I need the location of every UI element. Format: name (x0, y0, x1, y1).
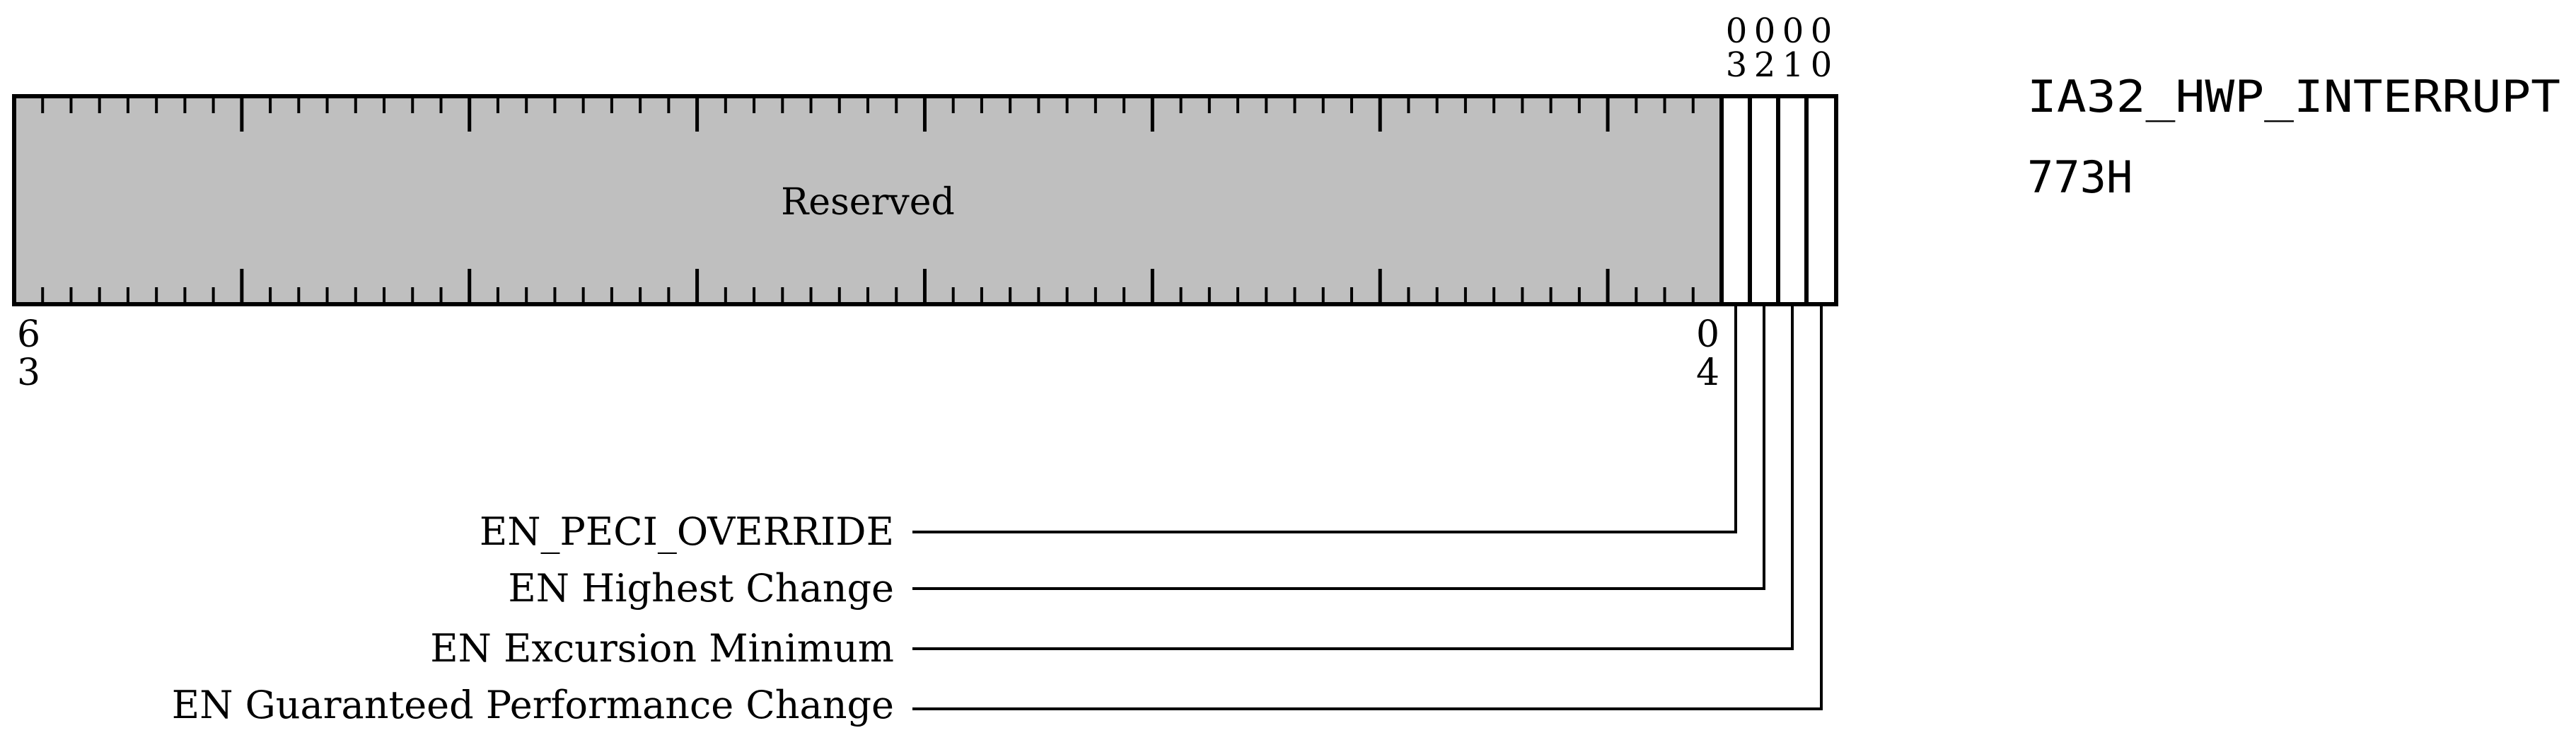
bit-0-header-ones: 0 (1810, 45, 1833, 85)
bit-3-header-ones: 3 (1725, 45, 1748, 85)
register-address: 773H (2027, 151, 2133, 203)
bit-2-header-tens: 0 (1753, 11, 1776, 51)
lsb-number-ones: 4 (1696, 352, 1720, 394)
field-label-en-excursion-minimum: EN Excursion Minimum (430, 626, 894, 671)
field-label-en-peci-override: EN_PECI_OVERRIDE (479, 509, 894, 554)
bit-2-header-ones: 2 (1753, 45, 1776, 85)
field-labels (172, 509, 894, 727)
msb-number-tens: 6 (17, 313, 41, 356)
reserved-label: Reserved (781, 181, 955, 224)
register-name: IA32_HWP_INTERRUPT (2027, 71, 2560, 122)
leader-line-bit-3 (912, 304, 1736, 532)
bit-3-header-tens: 0 (1725, 11, 1748, 51)
reserved-bit-range (17, 313, 1719, 394)
leader-lines (912, 304, 1821, 709)
bit-cell-2 (1750, 96, 1778, 304)
bit-cells (1722, 96, 1836, 304)
bit-cell-0 (1806, 96, 1836, 304)
bit-cell-3 (1722, 96, 1750, 304)
field-label-en-highest-change: EN Highest Change (508, 566, 894, 611)
leader-line-bit-1 (912, 304, 1792, 649)
bit-1-header-tens: 0 (1782, 11, 1804, 51)
bit-0-header-tens: 0 (1810, 11, 1833, 51)
leader-line-bit-2 (912, 304, 1764, 589)
msb-number-ones: 3 (17, 352, 41, 394)
bit-cell-1 (1778, 96, 1806, 304)
lsb-number-tens: 0 (1696, 313, 1720, 356)
bit-1-header-ones: 1 (1782, 45, 1804, 85)
bit-headers (1726, 11, 1833, 85)
field-label-en-guaranteed-performance-change: EN Guaranteed Performance Change (171, 683, 894, 727)
